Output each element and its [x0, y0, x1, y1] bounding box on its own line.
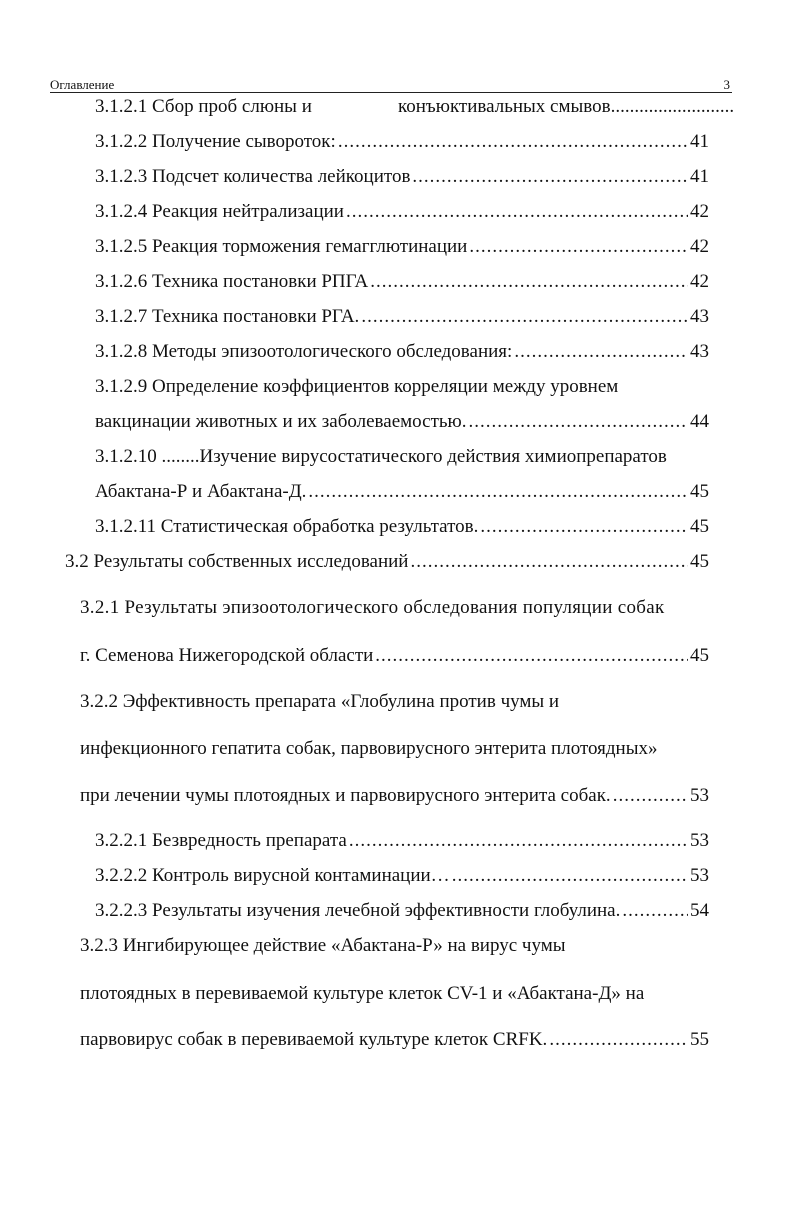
- toc-entry-first-line[interactable]: 3.1.2.9 Определение коэффициентов корреляции между уровнем: [95, 376, 619, 397]
- toc-entry[interactable]: [80, 785, 709, 807]
- toc-page-number: 55: [690, 1029, 709, 1050]
- toc-entry[interactable]: [95, 830, 709, 852]
- page-header: [50, 75, 732, 93]
- toc-entry-first-line[interactable]: 3.2.2 Эффективность препарата «Глобулина против чумы и: [80, 691, 560, 712]
- toc-page-number: 53: [690, 830, 709, 851]
- toc-entry[interactable]: [95, 341, 709, 363]
- toc-entry-text: 3.1.2.3 Подсчет количества лейкоцитов: [95, 166, 411, 187]
- toc-page-number: 41: [690, 166, 709, 187]
- toc-entry-text: 3.1.2.8 Методы эпизоотологического обследования:: [95, 341, 513, 362]
- toc-entry-section[interactable]: [65, 551, 709, 573]
- toc-entry[interactable]: [95, 516, 709, 538]
- toc-leader: [308, 481, 688, 503]
- toc-leader: [349, 830, 688, 852]
- page-number: 3: [723, 77, 730, 92]
- toc-leader: [514, 341, 688, 363]
- toc-page-number: 43: [690, 341, 709, 362]
- toc-entry-text: г. Семенова Нижегородской области: [80, 645, 374, 666]
- toc-entry-first-line[interactable]: 3.2.1 Результаты эпизоотологического обследования популяции собак: [80, 597, 665, 618]
- toc-entry-text: 3.1.2.1 Сбор проб слюны и: [95, 96, 312, 117]
- toc-entry[interactable]: [95, 166, 709, 188]
- toc-entry-second-line: плотоядных в перевиваемой культуре клеток CV-1 и «Абактана-Д» на: [80, 983, 645, 1004]
- toc-page-number: 45: [690, 516, 709, 537]
- toc-entry-text: 3.1.2.6 Техника постановки РПГА: [95, 271, 369, 292]
- toc-leader: [468, 411, 688, 433]
- toc-leader: [480, 516, 688, 538]
- toc-leader: [469, 236, 688, 258]
- toc-entry[interactable]: [80, 645, 709, 667]
- toc-entry[interactable]: [95, 411, 709, 433]
- toc-entry-text: 3.1.2.4 Реакция нейтрализации: [95, 201, 344, 222]
- toc-leader: [549, 1029, 688, 1051]
- toc-entry-continuation: конъюктивальных смывов..........................: [398, 96, 735, 117]
- toc-leader: [410, 551, 688, 573]
- toc-page-number: 53: [690, 785, 709, 806]
- toc-entry[interactable]: [95, 96, 312, 118]
- toc-page-number: 42: [690, 271, 709, 292]
- toc-leader: [412, 166, 688, 188]
- toc-page-number: 42: [690, 201, 709, 222]
- toc-leader: [346, 201, 688, 223]
- toc-page-number: 43: [690, 306, 709, 327]
- toc-page-number: 45: [690, 481, 709, 502]
- toc-entry[interactable]: [95, 481, 709, 503]
- toc-leader: [613, 785, 688, 807]
- toc-entry[interactable]: [95, 271, 709, 293]
- toc-entry-first-line[interactable]: 3.2.3 Ингибирующее действие «Абактана-Р» на вирус чумы: [80, 935, 566, 956]
- toc-entry[interactable]: [95, 306, 709, 328]
- toc-entry-text: 3.2.2.1 Безвредность препарата: [95, 830, 347, 851]
- toc-page-number: 53: [690, 865, 709, 886]
- header-title: Оглавление: [50, 77, 115, 92]
- toc-leader: [622, 900, 688, 922]
- toc-page-number: 54: [690, 900, 709, 921]
- toc-page-number: 41: [690, 131, 709, 152]
- toc-entry-text: 3.1.2.11 Статистическая обработка результатов.: [95, 516, 479, 537]
- toc-entry[interactable]: [95, 236, 709, 258]
- toc-page-number: 45: [690, 551, 709, 572]
- toc-entry-text: парвовирус собак в перевиваемой культуре клеток CRFK.: [80, 1029, 548, 1050]
- toc-entry-text: вакцинации животных и их заболеваемостью.: [95, 411, 467, 432]
- toc-entry-first-line[interactable]: 3.1.2.10 ........Изучение вирусостатического действия химиопрепаратов: [95, 446, 667, 467]
- toc-leader: [338, 131, 688, 153]
- toc-leader: [361, 306, 688, 328]
- toc-entry-second-line: инфекционного гепатита собак, парвовирусного энтерита плотоядных»: [80, 738, 658, 759]
- toc-entry-text: 3.2.2.2 Контроль вирусной контаминации…: [95, 865, 450, 886]
- toc-leader: [370, 271, 688, 293]
- toc-entry-text: при лечении чумы плотоядных и парвовирусного энтерита собак.: [80, 785, 611, 806]
- toc-entry-text: 3.1.2.7 Техника постановки РГА.: [95, 306, 360, 327]
- toc-page-number: 44: [690, 411, 709, 432]
- toc-leader: [452, 865, 688, 887]
- toc-entry-text: 3.2.2.3 Результаты изучения лечебной эффективности глобулина.: [95, 900, 621, 921]
- toc-entry-text: Абактана-Р и Абактана-Д.: [95, 481, 307, 502]
- toc-entry[interactable]: [95, 131, 709, 153]
- toc-entry[interactable]: [95, 865, 709, 887]
- toc-entry-text: 3.1.2.2 Получение сывороток:: [95, 131, 336, 152]
- toc-page-number: 45: [690, 645, 709, 666]
- toc-entry[interactable]: [95, 201, 709, 223]
- toc-entry[interactable]: [95, 900, 709, 922]
- toc-entry-text: 3.1.2.5 Реакция торможения гемагглютинации: [95, 236, 468, 257]
- toc-leader: [375, 645, 688, 667]
- toc-entry[interactable]: [80, 1029, 709, 1051]
- toc-entry-text: 3.2 Результаты собственных исследований: [65, 551, 409, 572]
- toc-page-number: 42: [690, 236, 709, 257]
- toc-leader: .........................: [615, 96, 735, 117]
